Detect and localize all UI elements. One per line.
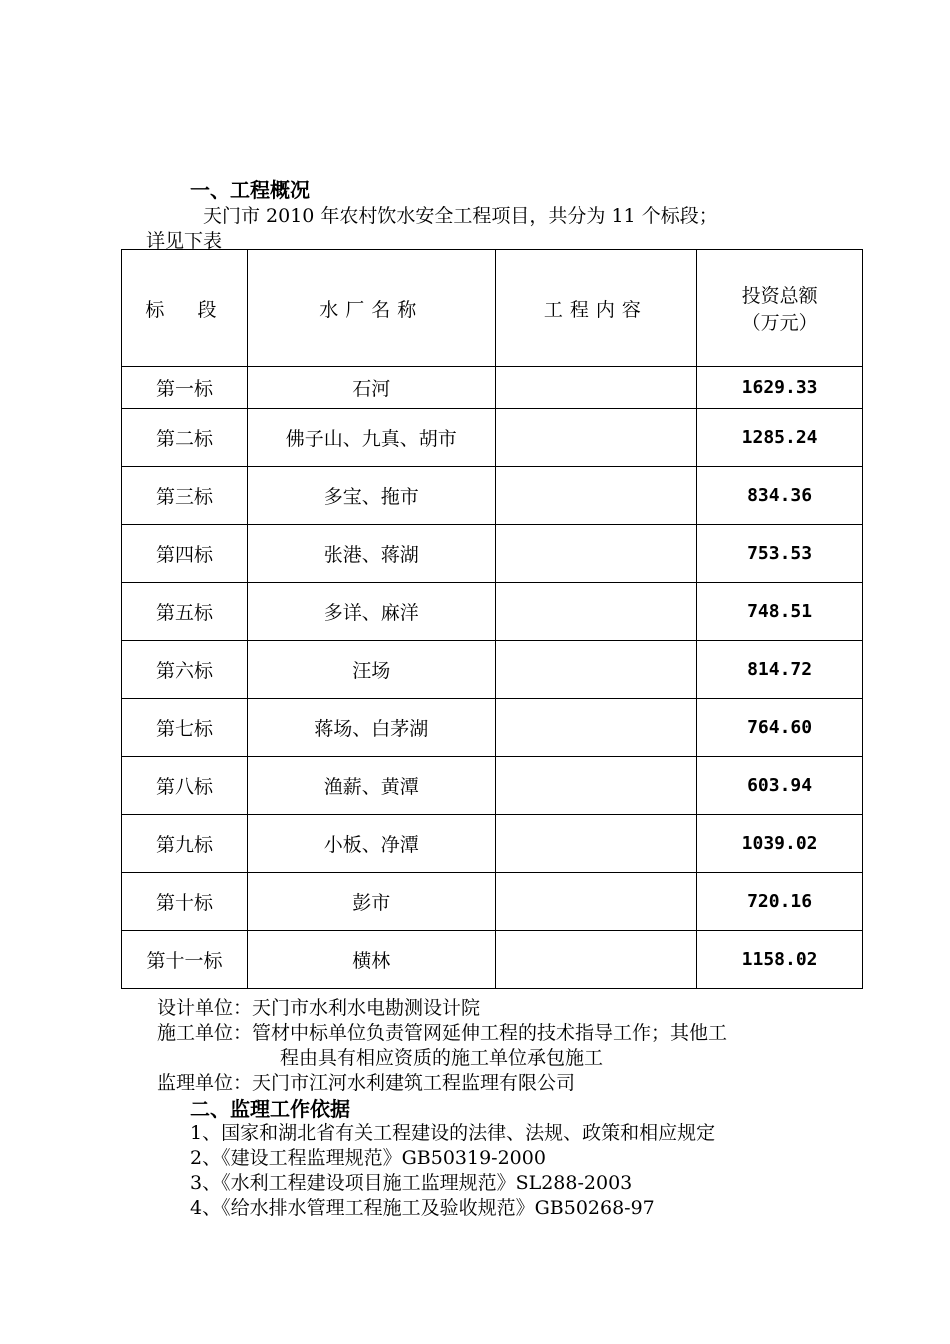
cell-content <box>495 757 697 815</box>
cell-content <box>495 873 697 931</box>
cell-plant: 多宝、拖市 <box>247 467 495 525</box>
cell-section: 第三标 <box>122 467 248 525</box>
cell-section: 第一标 <box>122 367 248 409</box>
cell-section: 第九标 <box>122 815 248 873</box>
cell-plant: 小板、净潭 <box>247 815 495 873</box>
cell-amount: 1629.33 <box>697 367 863 409</box>
header-section: 标 段 <box>122 250 248 367</box>
section2-heading: 二、监理工作依据 <box>190 1097 350 1121</box>
cell-content <box>495 931 697 989</box>
basis-item-2: 2、《建设工程监理规范》GB50319-2000 <box>190 1147 546 1169</box>
cell-section: 第二标 <box>122 409 248 467</box>
cell-content <box>495 367 697 409</box>
table-row <box>122 467 863 525</box>
cell-content <box>495 583 697 641</box>
cell-amount: 753.53 <box>697 525 863 583</box>
section1-heading: 一、工程概况 <box>190 178 310 202</box>
cell-plant: 横林 <box>247 931 495 989</box>
cell-content <box>495 815 697 873</box>
cell-content <box>495 641 697 699</box>
table-header-row <box>122 250 863 367</box>
table-row <box>122 931 863 989</box>
table-row <box>122 873 863 931</box>
table-row <box>122 367 863 409</box>
cell-amount: 1039.02 <box>697 815 863 873</box>
basis-item-4: 4、《给水排水管理工程施工及验收规范》GB50268-97 <box>190 1197 655 1219</box>
header-plant-name: 水厂名称 <box>247 250 495 367</box>
table-row <box>122 641 863 699</box>
cell-amount: 603.94 <box>697 757 863 815</box>
cell-section: 第五标 <box>122 583 248 641</box>
cell-plant: 石河 <box>247 367 495 409</box>
intro-line-2: 详见下表 <box>146 230 223 252</box>
cell-plant: 多详、麻洋 <box>247 583 495 641</box>
table-row <box>122 699 863 757</box>
design-unit: 设计单位：天门市水利水电勘测设计院 <box>157 997 481 1019</box>
construction-unit-line-2: 程由具有相应资质的施工单位承包施工 <box>280 1047 604 1069</box>
cell-content <box>495 467 697 525</box>
supervision-unit: 监理单位：天门市江河水利建筑工程监理有限公司 <box>157 1072 576 1094</box>
cell-section: 第六标 <box>122 641 248 699</box>
table-row <box>122 409 863 467</box>
cell-section: 第四标 <box>122 525 248 583</box>
header-investment <box>697 250 863 367</box>
cell-plant: 彭市 <box>247 873 495 931</box>
cell-section: 第八标 <box>122 757 248 815</box>
cell-section: 第七标 <box>122 699 248 757</box>
table-row <box>122 815 863 873</box>
cell-amount: 834.36 <box>697 467 863 525</box>
cell-amount: 1158.02 <box>697 931 863 989</box>
cell-section: 第十一标 <box>122 931 248 989</box>
bid-sections-table <box>121 249 863 989</box>
header-work-content: 工程内容 <box>495 250 697 367</box>
basis-item-3: 3、《水利工程建设项目施工监理规范》SL288-2003 <box>190 1172 633 1194</box>
cell-content <box>495 525 697 583</box>
cell-amount: 720.16 <box>697 873 863 931</box>
cell-plant: 渔薪、黄潭 <box>247 757 495 815</box>
cell-content <box>495 409 697 467</box>
cell-amount: 764.60 <box>697 699 863 757</box>
cell-amount: 1285.24 <box>697 409 863 467</box>
cell-section: 第十标 <box>122 873 248 931</box>
intro-line-1: 天门市 2010 年农村饮水安全工程项目，共分为 11 个标段； <box>203 205 718 227</box>
construction-unit-line-1: 施工单位：管材中标单位负责管网延伸工程的技术指导工作；其他工 <box>157 1022 728 1044</box>
cell-plant: 佛子山、九真、胡市 <box>247 409 495 467</box>
cell-plant: 汪场 <box>247 641 495 699</box>
basis-item-1: 1、国家和湖北省有关工程建设的法律、法规、政策和相应规定 <box>190 1122 716 1144</box>
table-row <box>122 583 863 641</box>
table-row <box>122 525 863 583</box>
table-row <box>122 757 863 815</box>
cell-amount: 814.72 <box>697 641 863 699</box>
header-investment-unit: （万元） <box>741 312 818 334</box>
cell-plant: 蒋场、白茅湖 <box>247 699 495 757</box>
header-investment-label: 投资总额 <box>741 285 818 307</box>
cell-amount: 748.51 <box>697 583 863 641</box>
cell-plant: 张港、蒋湖 <box>247 525 495 583</box>
cell-content <box>495 699 697 757</box>
